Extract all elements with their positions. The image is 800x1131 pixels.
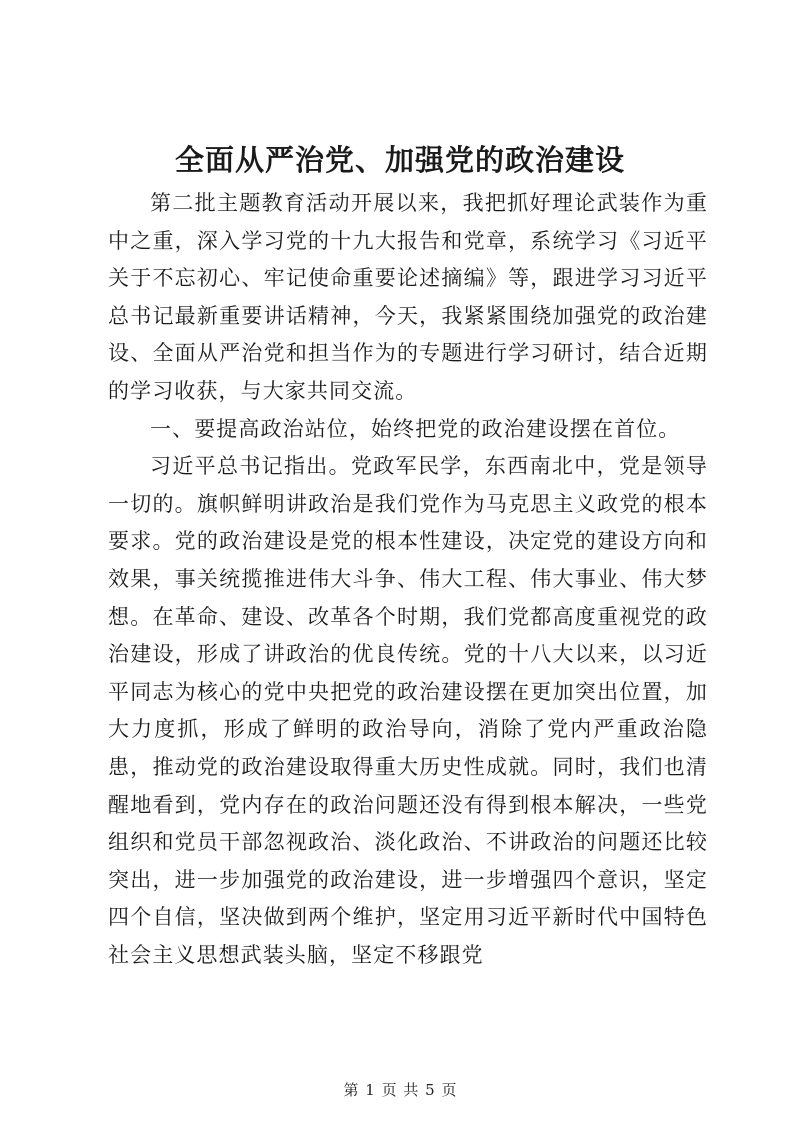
- section-heading-1: 一、要提高政治站位，始终把党的政治建设摆在首位。: [150, 416, 681, 441]
- page-footer: 第 1 页 共 5 页: [343, 1081, 457, 1099]
- paragraph-section-1: 习近平总书记指出。党政军民学，东西南北中，党是领导一切的。旗帜鲜明讲政治是我们党作为马克思主义政党的根本要求。党的政治建设是党的根本性建设，决定党的建设方向和效果，事关统揽推进伟大斗争、伟大工程、伟大事业、伟大梦想。在革命、建设、改革各个时期，我们党都高度重视党的政治建设，形成了讲政治的优良传统。党的十八大以来，以习近平同志为核心的党中央把党的政治建设摆在更加突出位置，加大力度抓，形成了鲜明的政治导向，消除了党内严重政治隐患，推动党的政治建设取得重大历史性成就。同时，我们也清醒地看到，党内存在的政治问题还没有得到根本解决，一些党组织和党员干部忽视政治、淡化政治、不讲政治的问题还比较突出，进一步加强党的政治建设，进一步增强四个意识，坚定四个自信，坚决做到两个维护，坚定用习近平新时代中国特色社会主义思想武装头脑，坚定不移跟党: [108, 454, 708, 967]
- paragraph-intro: 第二批主题教育活动开展以来，我把抓好理论武装作为重中之重，深入学习党的十九大报告和党章，系统学习《习近平关于不忘初心、牢记使命重要论述摘编》等，跟进学习习近平总书记最新重要讲话精神，今天，我紧紧围绕加强党的政治建设、全面从严治党和担当作为的专题进行学习研讨，结合近期的学习收获，与大家共同交流。: [108, 191, 708, 403]
- document-title: 全面从严治党、加强党的政治建设: [174, 143, 625, 177]
- document-body: [108, 185, 708, 974]
